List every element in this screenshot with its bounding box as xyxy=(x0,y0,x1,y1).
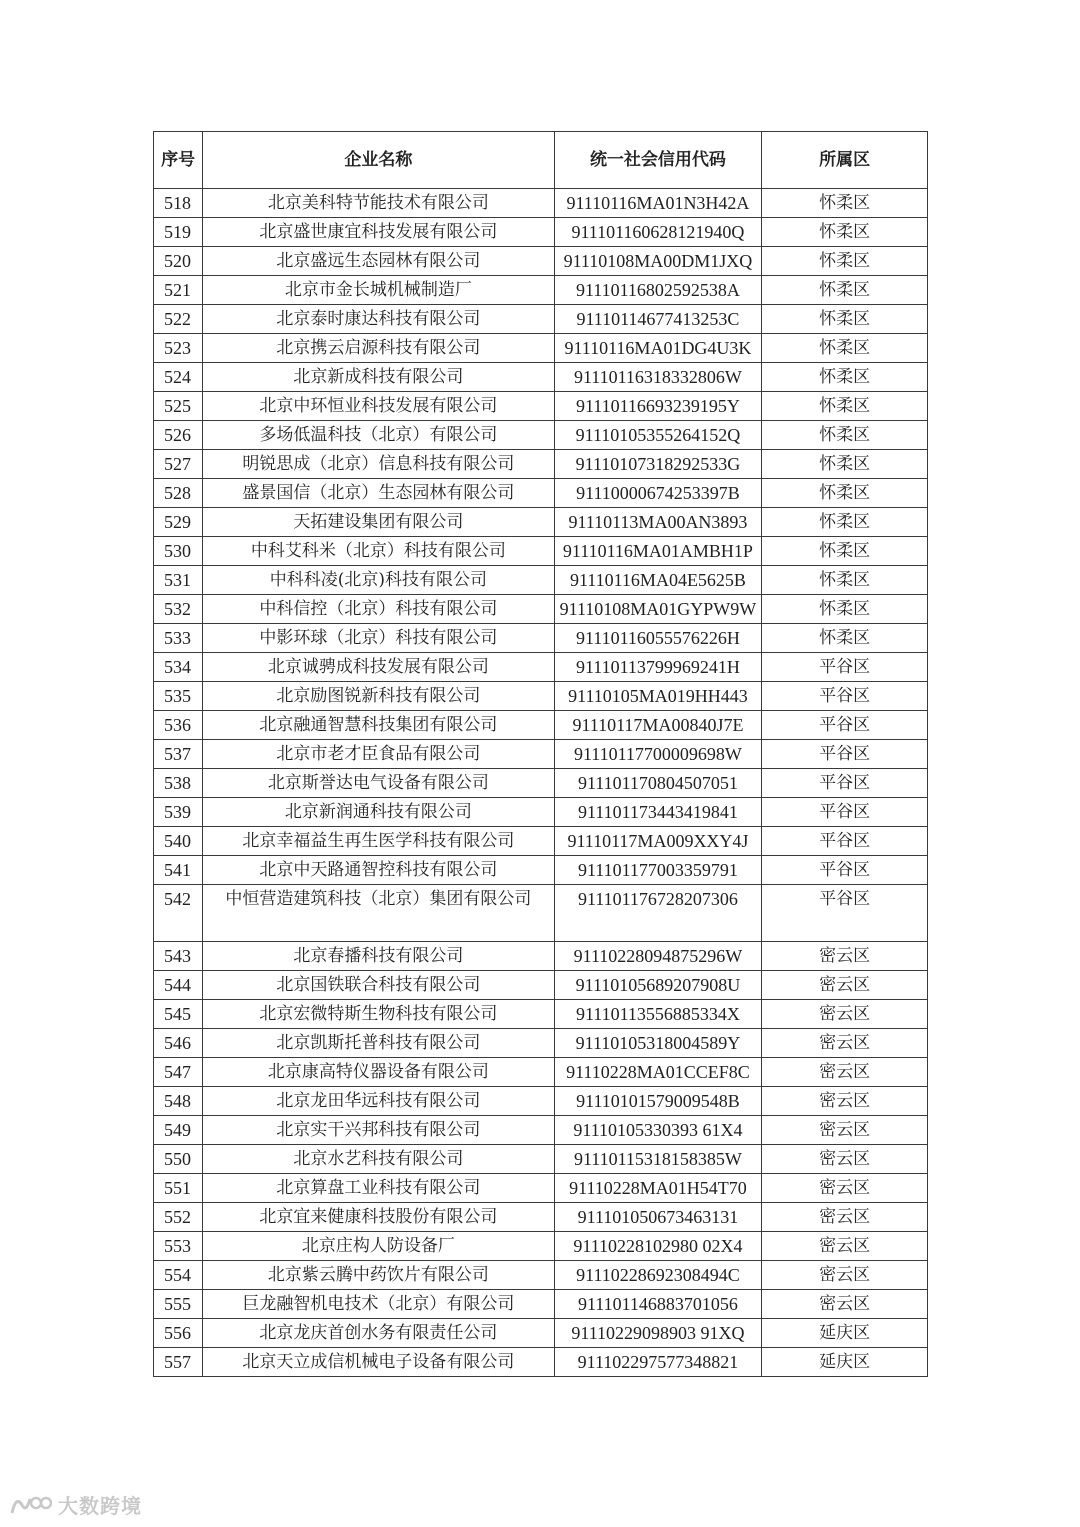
table-row xyxy=(154,1319,928,1348)
row-district: 怀柔区 xyxy=(762,334,928,363)
row-seq: 548 xyxy=(154,1087,203,1116)
table-row xyxy=(154,305,928,334)
row-company-name: 盛景国信（北京）生态园林有限公司 xyxy=(203,479,554,508)
table-row xyxy=(154,971,928,1000)
row-credit-code: 91110117700009698W xyxy=(554,740,762,769)
row-seq: 527 xyxy=(154,450,203,479)
table-row xyxy=(154,827,928,856)
table-row xyxy=(154,218,928,247)
row-company-name: 北京春播科技有限公司 xyxy=(203,942,554,971)
row-seq: 522 xyxy=(154,305,203,334)
row-company-name: 北京斯誉达电气设备有限公司 xyxy=(203,769,554,798)
row-company-name: 北京龙庆首创水务有限责任公司 xyxy=(203,1319,554,1348)
table-row xyxy=(154,1058,928,1087)
table-row xyxy=(154,566,928,595)
table-row xyxy=(154,1116,928,1145)
row-seq: 545 xyxy=(154,1000,203,1029)
table-row xyxy=(154,508,928,537)
row-seq: 519 xyxy=(154,218,203,247)
row-seq: 554 xyxy=(154,1261,203,1290)
row-credit-code: 91110116802592538A xyxy=(554,276,762,305)
row-company-name: 北京中天路通智控科技有限公司 xyxy=(203,856,554,885)
row-seq: 543 xyxy=(154,942,203,971)
table-body xyxy=(154,189,928,1377)
table-row xyxy=(154,1000,928,1029)
header-credit-code: 统一社会信用代码 xyxy=(554,132,762,189)
row-company-name: 北京盛远生态园林有限公司 xyxy=(203,247,554,276)
row-seq: 525 xyxy=(154,392,203,421)
row-credit-code: 91110117MA009XXY4J xyxy=(554,827,762,856)
row-district: 怀柔区 xyxy=(762,624,928,653)
row-company-name: 北京市老才臣食品有限公司 xyxy=(203,740,554,769)
row-district: 平谷区 xyxy=(762,711,928,740)
row-credit-code: 91110108MA01GYPW9W xyxy=(554,595,762,624)
row-company-name: 北京庄构人防设备厂 xyxy=(203,1232,554,1261)
row-credit-code: 911101146883701056 xyxy=(554,1290,762,1319)
row-credit-code: 91110116MA01DG4U3K xyxy=(554,334,762,363)
row-credit-code: 911101050673463131 xyxy=(554,1203,762,1232)
header-seq: 序号 xyxy=(154,132,203,189)
row-district: 平谷区 xyxy=(762,769,928,798)
row-company-name: 北京幸福益生再生医学科技有限公司 xyxy=(203,827,554,856)
row-seq: 547 xyxy=(154,1058,203,1087)
table-row xyxy=(154,421,928,450)
table-header-row xyxy=(154,132,928,189)
row-seq: 549 xyxy=(154,1116,203,1145)
row-district: 密云区 xyxy=(762,1232,928,1261)
row-company-name: 北京市金长城机械制造厂 xyxy=(203,276,554,305)
row-district: 怀柔区 xyxy=(762,305,928,334)
row-district: 延庆区 xyxy=(762,1348,928,1377)
table-row xyxy=(154,334,928,363)
row-seq: 551 xyxy=(154,1174,203,1203)
row-district: 怀柔区 xyxy=(762,537,928,566)
row-company-name: 北京盛世康宜科技发展有限公司 xyxy=(203,218,554,247)
row-company-name: 北京新成科技有限公司 xyxy=(203,363,554,392)
row-credit-code: 91110116055576226H xyxy=(554,624,762,653)
row-seq: 518 xyxy=(154,189,203,218)
row-seq: 556 xyxy=(154,1319,203,1348)
row-credit-code: 91110114677413253C xyxy=(554,305,762,334)
row-credit-code: 91110116MA01N3H42A xyxy=(554,189,762,218)
row-company-name: 北京新润通科技有限公司 xyxy=(203,798,554,827)
row-seq: 526 xyxy=(154,421,203,450)
row-district: 怀柔区 xyxy=(762,595,928,624)
table-row xyxy=(154,1145,928,1174)
row-credit-code: 91110105689207908U xyxy=(554,971,762,1000)
row-company-name: 中科艾科米（北京）科技有限公司 xyxy=(203,537,554,566)
row-credit-code: 911101177003359791 xyxy=(554,856,762,885)
row-credit-code: 91110113556885334X xyxy=(554,1000,762,1029)
row-district: 怀柔区 xyxy=(762,508,928,537)
table-row xyxy=(154,1232,928,1261)
row-company-name: 北京实干兴邦科技有限公司 xyxy=(203,1116,554,1145)
row-district: 怀柔区 xyxy=(762,363,928,392)
company-list-table xyxy=(153,131,928,1377)
row-seq: 529 xyxy=(154,508,203,537)
row-seq: 531 xyxy=(154,566,203,595)
row-district: 怀柔区 xyxy=(762,566,928,595)
header-company-name: 企业名称 xyxy=(203,132,554,189)
row-district: 密云区 xyxy=(762,1145,928,1174)
table-row xyxy=(154,769,928,798)
row-company-name: 中恒营造建筑科技（北京）集团有限公司 xyxy=(203,885,554,942)
watermark-text: 大数跨境 xyxy=(58,1494,142,1518)
table-row xyxy=(154,856,928,885)
row-seq: 546 xyxy=(154,1029,203,1058)
row-district: 延庆区 xyxy=(762,1319,928,1348)
table-row xyxy=(154,624,928,653)
row-district: 平谷区 xyxy=(762,827,928,856)
row-company-name: 北京康高特仪器设备有限公司 xyxy=(203,1058,554,1087)
watermark-logo-icon xyxy=(8,1491,52,1519)
row-seq: 544 xyxy=(154,971,203,1000)
row-district: 怀柔区 xyxy=(762,421,928,450)
row-seq: 555 xyxy=(154,1290,203,1319)
row-credit-code: 91110105318004589Y xyxy=(554,1029,762,1058)
table-row xyxy=(154,1203,928,1232)
table-row xyxy=(154,1290,928,1319)
row-district: 怀柔区 xyxy=(762,450,928,479)
row-seq: 524 xyxy=(154,363,203,392)
row-credit-code: 91110101579009548B xyxy=(554,1087,762,1116)
row-company-name: 北京泰时康达科技有限公司 xyxy=(203,305,554,334)
row-district: 密云区 xyxy=(762,1116,928,1145)
row-company-name: 北京龙田华远科技有限公司 xyxy=(203,1087,554,1116)
row-credit-code: 911101173443419841 xyxy=(554,798,762,827)
row-company-name: 北京天立成信机械电子设备有限公司 xyxy=(203,1348,554,1377)
row-seq: 552 xyxy=(154,1203,203,1232)
row-company-name: 北京紫云腾中药饮片有限公司 xyxy=(203,1261,554,1290)
row-district: 密云区 xyxy=(762,971,928,1000)
row-company-name: 北京中环恒业科技发展有限公司 xyxy=(203,392,554,421)
row-credit-code: 91110116MA04E5625B xyxy=(554,566,762,595)
row-company-name: 北京携云启源科技有限公司 xyxy=(203,334,554,363)
table-row xyxy=(154,711,928,740)
row-credit-code: 91110105330393 61X4 xyxy=(554,1116,762,1145)
row-credit-code: 91110000674253397B xyxy=(554,479,762,508)
row-district: 密云区 xyxy=(762,1000,928,1029)
row-seq: 523 xyxy=(154,334,203,363)
row-seq: 537 xyxy=(154,740,203,769)
row-company-name: 多场低温科技（北京）有限公司 xyxy=(203,421,554,450)
row-company-name: 明锐思成（北京）信息科技有限公司 xyxy=(203,450,554,479)
row-district: 平谷区 xyxy=(762,682,928,711)
row-district: 密云区 xyxy=(762,1174,928,1203)
row-credit-code: 91110107318292533G xyxy=(554,450,762,479)
row-seq: 536 xyxy=(154,711,203,740)
row-credit-code: 91110105355264152Q xyxy=(554,421,762,450)
row-district: 平谷区 xyxy=(762,856,928,885)
row-company-name: 北京融通智慧科技集团有限公司 xyxy=(203,711,554,740)
row-seq: 520 xyxy=(154,247,203,276)
table-row xyxy=(154,247,928,276)
row-credit-code: 91110115318158385W xyxy=(554,1145,762,1174)
row-seq: 534 xyxy=(154,653,203,682)
row-seq: 557 xyxy=(154,1348,203,1377)
row-district: 平谷区 xyxy=(762,885,928,942)
row-seq: 528 xyxy=(154,479,203,508)
header-district: 所属区 xyxy=(762,132,928,189)
table-row xyxy=(154,392,928,421)
row-company-name: 北京励图锐新科技有限公司 xyxy=(203,682,554,711)
row-seq: 550 xyxy=(154,1145,203,1174)
row-credit-code: 91110228102980 02X4 xyxy=(554,1232,762,1261)
row-credit-code: 91110228692308494C xyxy=(554,1261,762,1290)
row-seq: 540 xyxy=(154,827,203,856)
row-district: 怀柔区 xyxy=(762,276,928,305)
row-seq: 538 xyxy=(154,769,203,798)
row-district: 怀柔区 xyxy=(762,189,928,218)
table-row xyxy=(154,1174,928,1203)
table-row xyxy=(154,595,928,624)
table-row xyxy=(154,885,928,942)
table-row xyxy=(154,1029,928,1058)
row-credit-code: 91110113MA00AN3893 xyxy=(554,508,762,537)
row-company-name: 中科信控（北京）科技有限公司 xyxy=(203,595,554,624)
row-credit-code: 911101170804507051 xyxy=(554,769,762,798)
row-seq: 530 xyxy=(154,537,203,566)
table-row xyxy=(154,1348,928,1377)
table-row xyxy=(154,740,928,769)
row-district: 密云区 xyxy=(762,942,928,971)
row-district: 怀柔区 xyxy=(762,247,928,276)
table-row xyxy=(154,276,928,305)
row-credit-code: 91110229098903 91XQ xyxy=(554,1319,762,1348)
row-district: 密云区 xyxy=(762,1058,928,1087)
row-seq: 539 xyxy=(154,798,203,827)
row-district: 密云区 xyxy=(762,1290,928,1319)
row-district: 密云区 xyxy=(762,1029,928,1058)
row-seq: 541 xyxy=(154,856,203,885)
row-credit-code: 91110108MA00DM1JXQ xyxy=(554,247,762,276)
row-credit-code: 91110117MA00840J7E xyxy=(554,711,762,740)
row-district: 平谷区 xyxy=(762,653,928,682)
row-company-name: 北京宏微特斯生物科技有限公司 xyxy=(203,1000,554,1029)
watermark xyxy=(8,1490,142,1519)
row-district: 密云区 xyxy=(762,1261,928,1290)
row-seq: 542 xyxy=(154,885,203,942)
row-company-name: 北京凯斯托普科技有限公司 xyxy=(203,1029,554,1058)
table-row xyxy=(154,450,928,479)
table-row xyxy=(154,1261,928,1290)
table-row xyxy=(154,653,928,682)
row-district: 平谷区 xyxy=(762,798,928,827)
row-credit-code: 911102297577348821 xyxy=(554,1348,762,1377)
table-row xyxy=(154,537,928,566)
row-credit-code: 91110105MA019HH443 xyxy=(554,682,762,711)
row-district: 怀柔区 xyxy=(762,218,928,247)
table-row xyxy=(154,682,928,711)
row-district: 密云区 xyxy=(762,1203,928,1232)
row-company-name: 巨龙融智机电技术（北京）有限公司 xyxy=(203,1290,554,1319)
row-district: 密云区 xyxy=(762,1087,928,1116)
row-credit-code: 91110228MA01CCEF8C xyxy=(554,1058,762,1087)
row-seq: 532 xyxy=(154,595,203,624)
row-credit-code: 91110116318332806W xyxy=(554,363,762,392)
row-company-name: 中影环球（北京）科技有限公司 xyxy=(203,624,554,653)
row-credit-code: 911101160628121940Q xyxy=(554,218,762,247)
row-district: 怀柔区 xyxy=(762,479,928,508)
row-company-name: 北京国铁联合科技有限公司 xyxy=(203,971,554,1000)
row-company-name: 天拓建设集团有限公司 xyxy=(203,508,554,537)
row-credit-code: 911101176728207306 xyxy=(554,885,762,942)
row-company-name: 北京美科特节能技术有限公司 xyxy=(203,189,554,218)
row-seq: 521 xyxy=(154,276,203,305)
row-company-name: 北京算盘工业科技有限公司 xyxy=(203,1174,554,1203)
table-row xyxy=(154,798,928,827)
table-row xyxy=(154,363,928,392)
row-credit-code: 91110116693239195Y xyxy=(554,392,762,421)
table-row xyxy=(154,942,928,971)
row-company-name: 北京宜来健康科技股份有限公司 xyxy=(203,1203,554,1232)
row-credit-code: 91110228094875296W xyxy=(554,942,762,971)
row-credit-code: 91110116MA01AMBH1P xyxy=(554,537,762,566)
row-credit-code: 91110228MA01H54T70 xyxy=(554,1174,762,1203)
row-seq: 553 xyxy=(154,1232,203,1261)
row-district: 怀柔区 xyxy=(762,392,928,421)
row-seq: 533 xyxy=(154,624,203,653)
row-company-name: 中科科凌(北京)科技有限公司 xyxy=(203,566,554,595)
row-credit-code: 91110113799969241H xyxy=(554,653,762,682)
table-row xyxy=(154,1087,928,1116)
row-company-name: 北京水艺科技有限公司 xyxy=(203,1145,554,1174)
row-seq: 535 xyxy=(154,682,203,711)
table-row xyxy=(154,479,928,508)
table-row xyxy=(154,189,928,218)
row-district: 平谷区 xyxy=(762,740,928,769)
row-company-name: 北京诚骋成科技发展有限公司 xyxy=(203,653,554,682)
